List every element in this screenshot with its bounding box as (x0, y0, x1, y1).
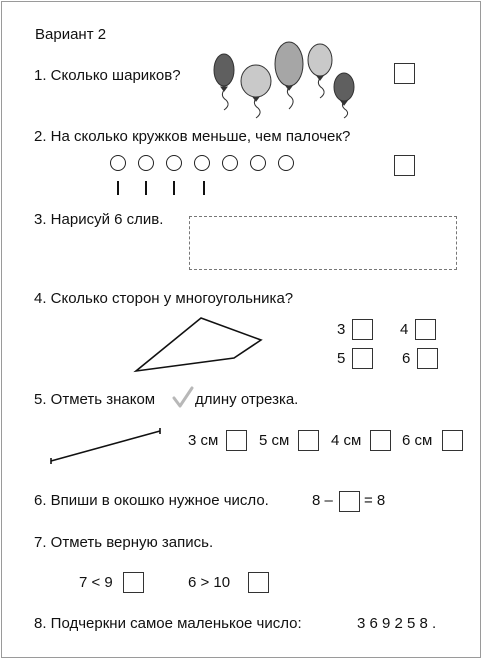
option-label: 4 см (331, 432, 362, 449)
task-2-text: 2. На сколько кружков меньше, чем палочек? (34, 128, 351, 145)
task-6-text: 6. Впиши в окошко нужное число. (34, 492, 269, 509)
task-7-text: 7. Отметь верную запись. (34, 534, 214, 551)
task-3-text: 3. Нарисуй 6 слив. (34, 211, 164, 228)
equation-right: = 8 (364, 492, 386, 509)
option-box-7-less-9[interactable] (123, 572, 144, 593)
task-5-text-end: длину отрезка. (195, 391, 299, 408)
number-sequence[interactable]: 3 6 9 2 5 8 . (357, 615, 437, 632)
task-1-text: 1. Сколько шариков? (34, 67, 181, 84)
option-label: 5 (337, 350, 346, 367)
option-box-6-greater-10[interactable] (248, 572, 269, 593)
segment-figure (2, 2, 482, 472)
variant-title: Вариант 2 (35, 26, 107, 43)
option-box-4cm[interactable] (370, 430, 391, 451)
option-box-3cm[interactable] (226, 430, 247, 451)
option-label: 7 < 9 (79, 574, 113, 591)
option-label: 6 см (402, 432, 433, 449)
option-label: 3 (337, 321, 346, 338)
option-label: 6 > 10 (188, 574, 231, 591)
option-label: 3 см (188, 432, 219, 449)
worksheet (1, 1, 481, 658)
equation-left: 8 – (312, 492, 333, 509)
option-label: 5 см (259, 432, 290, 449)
task-4-text: 4. Сколько сторон у многоугольника? (34, 290, 294, 307)
option-label: 4 (400, 321, 409, 338)
equation-answer-box[interactable] (339, 491, 360, 512)
task-8-text: 8. Подчеркни самое маленькое число: (34, 615, 302, 632)
option-label: 6 (402, 350, 411, 367)
option-box-6cm[interactable] (442, 430, 463, 451)
option-box-5cm[interactable] (298, 430, 319, 451)
task-5-text: 5. Отметь знаком (34, 391, 156, 408)
